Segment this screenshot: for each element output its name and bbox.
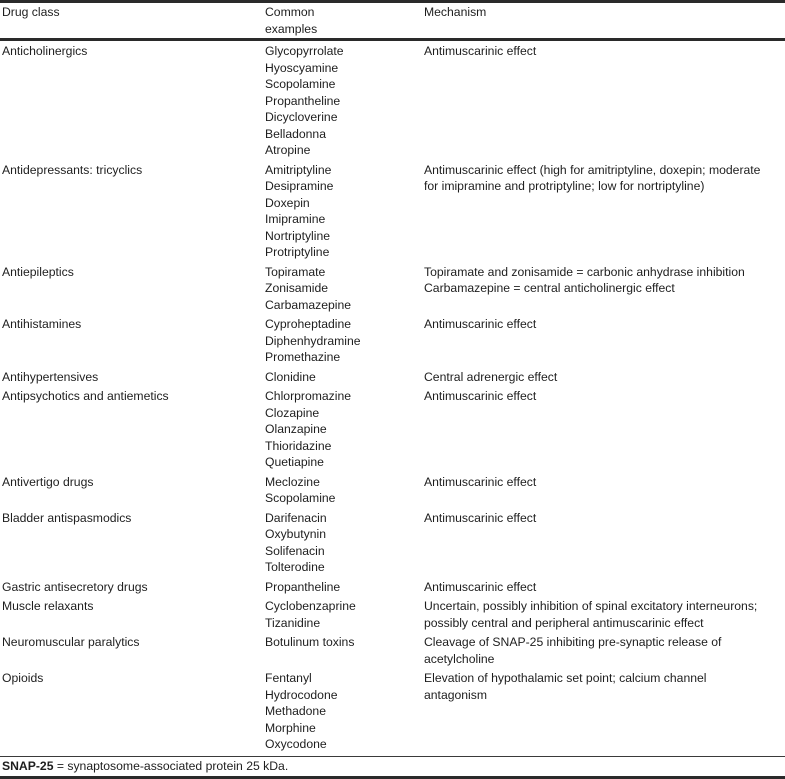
mechanism-text: Antimuscarinic effect [424,579,537,594]
drug-class-cell [0,40,265,161]
example-drug: Meclozine [265,474,320,489]
mechanism-text: acetylcholine [424,651,495,666]
example-drug: Methadone [265,704,326,718]
mechanism-text: possibly central and peripheral antimuscarinic effect [424,615,704,630]
footnote-abbreviation: SNAP-25 [2,758,54,773]
example-drug: Cyproheptadine [265,317,352,331]
table-footer [0,756,785,778]
example-drug: Desipramine [265,179,334,193]
examples-cell [265,578,424,598]
drug-class-cell [0,161,265,263]
example-drug: Diphenhydramine [265,333,361,348]
mechanism-text: Antimuscarinic effect [424,389,537,403]
example-drug: Promethazine [265,350,341,364]
example-drug: Morphine [265,720,316,735]
drug-class-cell [0,578,265,598]
mechanism-text: antagonism [424,687,488,702]
table-row [0,315,785,368]
example-drug: Propantheline [265,93,341,108]
example-drug: Oxybutynin [265,527,326,541]
mechanism-cell [424,40,785,161]
mechanism-cell [424,263,785,316]
examples-cell [265,509,424,578]
mechanism-cell [424,669,785,756]
drug-class-cell [0,669,265,756]
drug-class-label: Neuromuscular paralytics [2,635,140,649]
drug-class-cell [0,473,265,509]
examples-cell [265,669,424,756]
drug-class-label: Anticholinergics [2,44,88,58]
drug-class-label: Opioids [2,671,44,685]
drug-class-label: Bladder antispasmodics [2,510,132,525]
drug-class-cell [0,509,265,578]
mechanism-text: Antimuscarinic effect [424,510,537,525]
table-row [0,387,785,473]
example-drug: Scopolamine [265,77,336,91]
mechanism-cell [424,161,785,263]
example-drug: Tolterodine [265,560,325,574]
mechanism-text: Antimuscarinic effect [424,474,537,489]
example-drug: Amitriptyline [265,162,332,177]
mechanism-cell [424,473,785,509]
drug-class-cell [0,597,265,633]
mechanism-cell [424,597,785,633]
example-drug: Solifenacin [265,543,325,558]
example-drug: Dicycloverine [265,110,338,124]
example-drug: Darifenacin [265,510,327,525]
mechanism-cell [424,387,785,473]
drug-class-cell [0,368,265,388]
table-row [0,633,785,669]
drug-class-label: Antipsychotics and antiemetics [2,389,169,403]
examples-cell [265,387,424,473]
drug-class-label: Gastric antisecretory drugs [2,579,148,594]
drug-class-label: Antihistamines [2,317,82,331]
footnote-row [0,756,785,778]
table-row [0,669,785,756]
table-row [0,597,785,633]
drug-class-label: Antivertigo drugs [2,474,94,489]
mechanism-cell [424,633,785,669]
examples-cell [265,40,424,161]
drug-class-label: Antidepressants: tricyclics [2,162,143,177]
example-drug: Topiramate [265,264,326,279]
examples-cell [265,473,424,509]
mechanism-text: Elevation of hypothalamic set point; calcium channel [424,671,707,685]
table-row [0,40,785,161]
table-row [0,161,785,263]
mechanism-cell [424,368,785,388]
example-drug: Carbamazepine [265,297,352,312]
drug-class-cell [0,387,265,473]
examples-cell [265,633,424,669]
example-drug: Thioridazine [265,438,332,453]
header-drug-class: Drug class [0,3,265,40]
mechanism-cell [424,315,785,368]
example-drug: Clozapine [265,405,320,420]
example-drug: Olanzapine [265,422,327,436]
example-drug: Imipramine [265,212,326,226]
drug-class-label: Antihypertensives [2,369,99,384]
examples-cell [265,161,424,263]
mechanism-text: Antimuscarinic effect (high for amitriptyline, doxepin; moderate [424,162,761,177]
table-body [0,40,785,757]
mechanism-text: Topiramate and zonisamide = carbonic anhydrase inhibition [424,264,745,279]
example-drug: Fentanyl [265,671,312,685]
mechanism-cell [424,509,785,578]
example-drug: Chlorpromazine [265,389,352,403]
table-row [0,473,785,509]
drug-class-cell [0,633,265,669]
example-drug: Belladonna [265,126,326,141]
examples-cell [265,368,424,388]
mechanism-text: Central adrenergic effect [424,369,558,384]
drug-class-label: Muscle relaxants [2,599,94,613]
example-drug: Botulinum toxins [265,635,355,649]
drug-class-cell [0,263,265,316]
example-drug: Propantheline [265,579,341,594]
example-drug: Tizanidine [265,615,321,630]
example-drug: Doxepin [265,195,310,210]
examples-cell [265,597,424,633]
footnote [0,756,785,778]
header-common-examples: Common examples [265,3,424,40]
example-drug: Clonidine [265,369,316,384]
table-row [0,263,785,316]
examples-cell [265,315,424,368]
example-drug: Glycopyrrolate [265,44,344,58]
mechanism-cell [424,578,785,598]
drug-class-cell [0,315,265,368]
example-drug: Zonisamide [265,281,328,295]
example-drug: Oxycodone [265,737,327,751]
table-row [0,368,785,388]
example-drug: Cyclobenzaprine [265,599,356,613]
mechanism-text: Antimuscarinic effect [424,317,537,331]
example-drug: Hydrocodone [265,687,338,702]
table-row [0,578,785,598]
example-drug: Scopolamine [265,491,336,505]
table-row [0,509,785,578]
examples-cell [265,263,424,316]
example-drug: Protriptyline [265,245,330,259]
mechanism-text: Uncertain, possibly inhibition of spinal excitatory interneurons; [424,599,758,613]
drug-class-label: Antiepileptics [2,264,74,279]
footnote-definition: = synaptosome-associated protein 25 kDa. [53,758,289,773]
mechanism-text: Carbamazepine = central anticholinergic effect [424,281,675,295]
mechanism-text: Cleavage of SNAP-25 inhibiting pre-synaptic release of [424,635,722,649]
example-drug: Nortriptyline [265,228,331,243]
header-mechanism: Mechanism [424,3,785,40]
header-row [0,3,785,40]
example-drug: Hyoscyamine [265,60,339,75]
example-drug: Atropine [265,143,311,157]
table-header [0,2,785,40]
mechanism-text: for imipramine and protriptyline; low for nortriptyline) [424,179,705,193]
mechanism-text: Antimuscarinic effect [424,44,537,58]
example-drug: Quetiapine [265,455,324,469]
